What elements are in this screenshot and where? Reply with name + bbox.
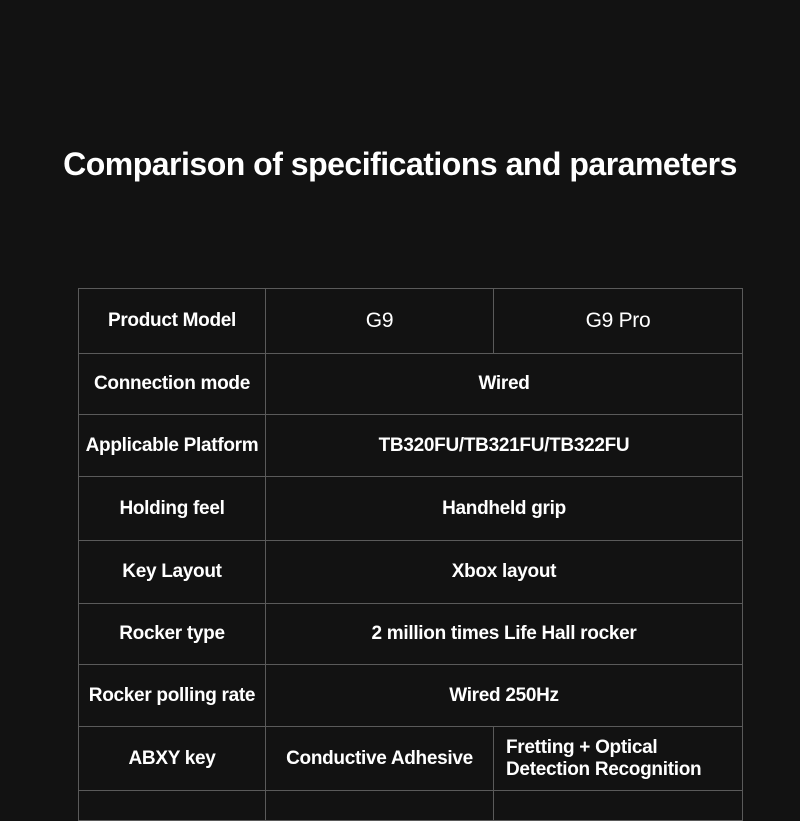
table-row-cutoff (79, 791, 743, 821)
empty-cell (79, 791, 266, 821)
row-value: Wired 250Hz (266, 665, 743, 727)
table-row (79, 665, 743, 727)
abxy-g9-pro-value: Fretting + Optical Detection Recognition (494, 727, 743, 791)
empty-cell (494, 791, 743, 821)
row-label: Applicable Platform (79, 415, 266, 477)
row-label: Key Layout (79, 541, 266, 604)
row-label: Holding feel (79, 477, 266, 541)
table-row (79, 477, 743, 541)
page-title: Comparison of specifications and parameters (63, 146, 737, 182)
abxy-g9-value: Conductive Adhesive (266, 727, 494, 791)
spec-table (78, 288, 743, 821)
row-value: Handheld grip (266, 477, 743, 541)
row-value: Wired (266, 354, 743, 415)
row-label: Rocker polling rate (79, 665, 266, 727)
row-label: ABXY key (79, 727, 266, 791)
table-row (79, 354, 743, 415)
row-value: 2 million times Life Hall rocker (266, 604, 743, 665)
model-g9-pro: G9 Pro (494, 289, 743, 354)
row-label: Product Model (79, 289, 266, 354)
table-row-abxy (79, 727, 743, 791)
model-g9: G9 (266, 289, 494, 354)
row-value: Xbox layout (266, 541, 743, 604)
row-label: Rocker type (79, 604, 266, 665)
table-row (79, 415, 743, 477)
empty-cell (266, 791, 494, 821)
table-row-product-model (79, 289, 743, 354)
table-row (79, 604, 743, 665)
row-value: TB320FU/TB321FU/TB322FU (266, 415, 743, 477)
table-row (79, 541, 743, 604)
row-label: Connection mode (79, 354, 266, 415)
